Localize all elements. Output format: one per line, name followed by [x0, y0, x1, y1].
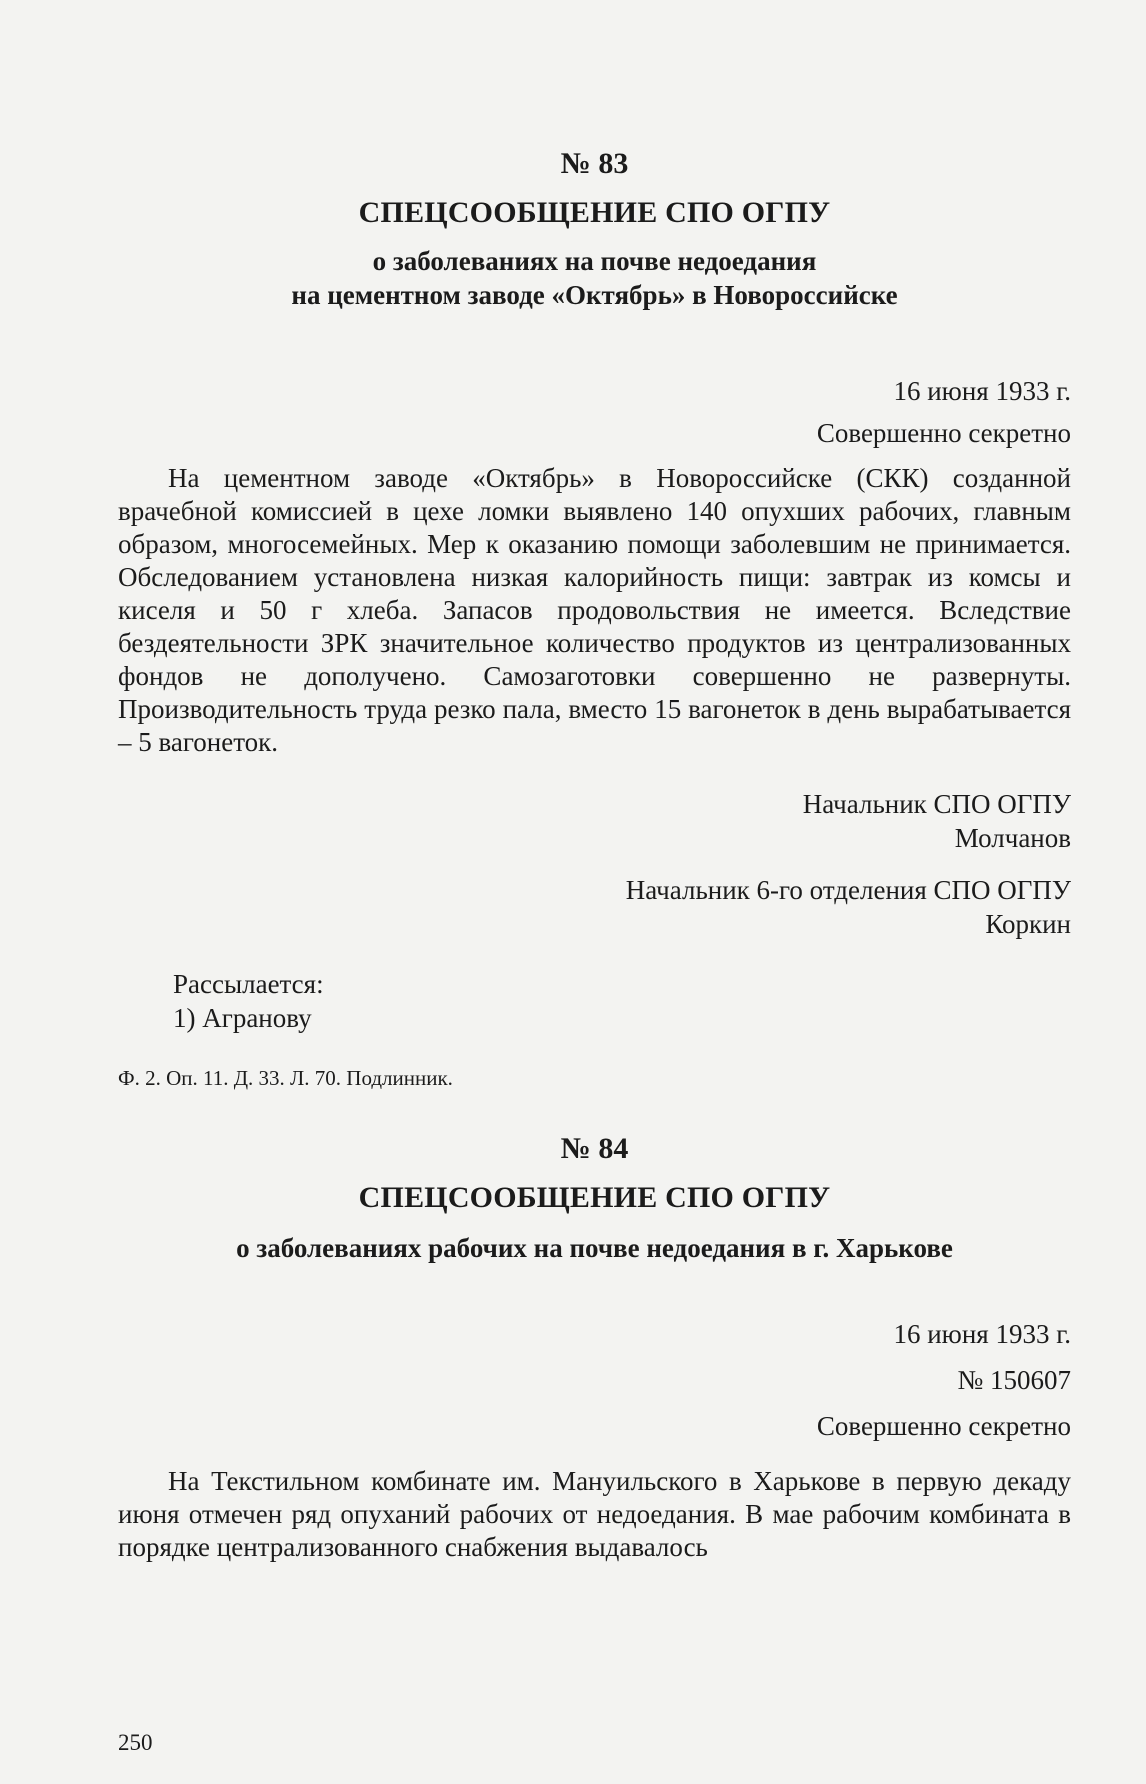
signature-title: Начальник СПО ОГПУ [802, 789, 1071, 819]
registration-number: № 150607 [957, 1365, 1071, 1395]
document-83 [118, 0, 1071, 1091]
mailing-label: Рассылается: [173, 969, 324, 999]
archival-source: Ф. 2. Оп. 11. Д. 33. Л. 70. Подлинник. [118, 1066, 453, 1090]
document-type: СПЕЦСООБЩЕНИЕ СПО ОГПУ [358, 196, 831, 229]
document-84 [118, 1131, 1071, 1564]
page-number: 250 [118, 1730, 153, 1755]
signature-name: Молчанов [954, 823, 1071, 853]
signature-block [118, 787, 1071, 855]
classification-stamp: Совершенно секретно [816, 1411, 1071, 1441]
document-number: № 84 [560, 1132, 629, 1165]
classification-stamp: Совершенно секретно [816, 418, 1071, 448]
document-type: СПЕЦСООБЩЕНИЕ СПО ОГПУ [358, 1181, 831, 1214]
document-subject [118, 244, 1071, 312]
document-body: На цементном заводе «Октябрь» в Новороссийске (СКК) созданной врачебной комиссией в цехе ломки выявлено 140 опухших рабочих, главным образом, многосемейных. Мер к оказанию помощи заболевшим не принимается. Обследованием установлена низкая калорийность пищи: завтрак из комсы и киселя и 50 г хлеба. Запасов продовольствия не имеется. Вследствие бездеятельности ЗРК значительное количество продуктов из централизованных фондов не дополучено. Самозаготовки совершенно не развернуты. Производительность труда резко пала, вместо 15 вагонеток в день вырабатывается – 5 вагонеток. [118, 463, 1071, 757]
subject-line: о заболеваниях на почве недоедания [372, 246, 817, 276]
document-date: 16 июня 1933 г. [893, 376, 1071, 406]
mailing-list [118, 967, 1071, 1035]
document-date: 16 июня 1933 г. [893, 1319, 1071, 1349]
signature-name: Коркин [985, 909, 1071, 939]
subject-line: на цементном заводе «Октябрь» в Новороссийске [291, 280, 898, 310]
document-subject [118, 1231, 1071, 1265]
signature-block [118, 873, 1071, 941]
document-number: № 83 [560, 147, 629, 180]
mailing-recipient: 1) Агранову [173, 1003, 312, 1033]
signature-title: Начальник 6-го отделения СПО ОГПУ [625, 875, 1071, 905]
subject-line: о заболеваниях рабочих на почве недоедания в г. Харькове [236, 1233, 953, 1263]
document-body: На Текстильном комбинате им. Мануильского в Харькове в первую декаду июня отмечен ряд опуханий рабочих от недоедания. В мае рабочим комбината в порядке централизованного снабжения выдавалось [118, 1466, 1071, 1562]
